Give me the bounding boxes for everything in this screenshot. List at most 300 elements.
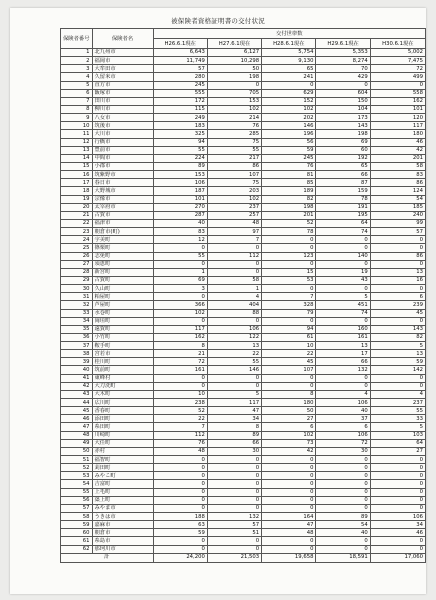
value-cell: 0 [262, 317, 316, 325]
insurer-name-cell: 大牟田市 [92, 65, 153, 73]
value-cell: 0 [207, 488, 261, 496]
value-cell: 192 [316, 154, 370, 162]
value-cell: 0 [262, 244, 316, 252]
value-cell: 0 [370, 504, 425, 512]
table-row [61, 154, 426, 162]
value-cell: 86 [370, 179, 425, 187]
value-cell: 89 [316, 513, 370, 521]
value-cell: 201 [262, 211, 316, 219]
value-cell: 89 [153, 162, 207, 170]
value-cell: 4 [370, 390, 425, 398]
table-row [61, 447, 426, 455]
value-cell: 33 [370, 415, 425, 423]
table-row [61, 431, 426, 439]
value-cell: 10,298 [207, 57, 261, 65]
value-cell: 8 [262, 390, 316, 398]
value-cell: 102 [153, 309, 207, 317]
value-cell: 58 [370, 162, 425, 170]
insurer-number-cell: 12 [61, 138, 93, 146]
value-cell: 17 [316, 350, 370, 358]
value-cell: 42 [262, 447, 316, 455]
table-row [61, 114, 426, 122]
value-cell: 159 [316, 187, 370, 195]
insurer-name-cell: 大木町 [92, 390, 153, 398]
table-row [61, 130, 426, 138]
value-cell: 280 [153, 73, 207, 81]
value-cell: 0 [262, 382, 316, 390]
total-label: 計 [61, 553, 154, 562]
value-cell: 40 [316, 529, 370, 537]
insurer-number-cell: 9 [61, 114, 93, 122]
insurer-number-cell: 14 [61, 154, 93, 162]
value-cell: 191 [316, 203, 370, 211]
insurer-name-cell: 小竹町 [92, 333, 153, 341]
value-cell: 132 [207, 513, 261, 521]
table-row [61, 382, 426, 390]
column-header: H27.6.1現在 [207, 39, 261, 49]
table-row [61, 89, 426, 97]
insurer-number-cell: 47 [61, 423, 93, 431]
insurer-name-cell: 鞍手町 [92, 342, 153, 350]
table-row [61, 407, 426, 415]
insurer-number-cell: 43 [61, 390, 93, 398]
table-row [61, 49, 426, 57]
value-cell: 112 [207, 252, 261, 260]
insurer-name-cell: 赤村 [92, 447, 153, 455]
value-cell: 0 [316, 236, 370, 244]
value-cell: 75 [207, 138, 261, 146]
header-insurer-name: 保険者名 [92, 29, 153, 49]
value-cell: 83 [153, 228, 207, 236]
value-cell: 558 [370, 89, 425, 97]
insurer-name-cell: 豊前市 [92, 146, 153, 154]
table-row [61, 537, 426, 545]
value-cell: 50 [262, 407, 316, 415]
insurer-name-cell: 久山町 [92, 285, 153, 293]
value-cell: 86 [370, 252, 425, 260]
value-cell: 21 [153, 350, 207, 358]
header-insurer-number: 保険者番号 [61, 29, 93, 49]
value-cell: 0 [316, 464, 370, 472]
value-cell: 76 [153, 439, 207, 447]
value-cell: 499 [370, 73, 425, 81]
value-cell: 0 [262, 496, 316, 504]
value-cell: 27 [262, 415, 316, 423]
value-cell: 61 [262, 333, 316, 341]
table-row [61, 187, 426, 195]
value-cell: 6,127 [207, 49, 261, 57]
value-cell: 161 [153, 366, 207, 374]
value-cell: 69 [153, 276, 207, 284]
value-cell: 102 [262, 431, 316, 439]
table-row [61, 325, 426, 333]
value-cell: 43 [316, 276, 370, 284]
value-cell: 0 [316, 81, 370, 89]
insurer-name-cell: 岡垣町 [92, 317, 153, 325]
table-row [61, 219, 426, 227]
insurer-name-cell: 福岡市 [92, 57, 153, 65]
table-row [61, 211, 426, 219]
value-cell: 0 [370, 382, 425, 390]
value-cell: 86 [207, 162, 261, 170]
value-cell: 0 [370, 537, 425, 545]
insurer-name-cell: うきは市 [92, 513, 153, 521]
value-cell: 3 [153, 285, 207, 293]
value-cell: 0 [153, 456, 207, 464]
value-cell: 94 [262, 325, 316, 333]
insurer-name-cell: 朝倉市(町) [92, 228, 153, 236]
value-cell: 88 [207, 309, 261, 317]
insurer-number-cell: 53 [61, 472, 93, 480]
value-cell: 63 [153, 521, 207, 529]
table-row [61, 333, 426, 341]
value-cell: 0 [207, 464, 261, 472]
table-row [61, 105, 426, 113]
column-header: H28.6.1現在 [262, 39, 316, 49]
insurer-number-cell: 29 [61, 276, 93, 284]
value-cell: 0 [370, 480, 425, 488]
value-cell: 55 [207, 358, 261, 366]
value-cell: 325 [153, 130, 207, 138]
value-cell: 57 [153, 65, 207, 73]
insurer-number-cell: 34 [61, 317, 93, 325]
value-cell: 54 [316, 521, 370, 529]
header-household-count: 交付世帯数 [153, 29, 425, 39]
insurer-name-cell: 志免町 [92, 252, 153, 260]
table-row [61, 399, 426, 407]
value-cell: 76 [262, 162, 316, 170]
value-cell: 142 [370, 366, 425, 374]
table-row [61, 415, 426, 423]
insurer-number-cell: 17 [61, 179, 93, 187]
value-cell: 164 [262, 513, 316, 521]
table-row [61, 374, 426, 382]
value-cell: 187 [153, 187, 207, 195]
value-cell: 64 [316, 219, 370, 227]
value-cell: 0 [153, 504, 207, 512]
insurer-number-cell: 4 [61, 73, 93, 81]
value-cell: 0 [207, 382, 261, 390]
insurer-number-cell: 31 [61, 293, 93, 301]
insurer-name-cell: 宗像市 [92, 195, 153, 203]
insurer-number-cell: 26 [61, 252, 93, 260]
insurer-number-cell: 24 [61, 236, 93, 244]
value-cell: 115 [153, 105, 207, 113]
value-cell: 7 [262, 293, 316, 301]
value-cell: 40 [316, 407, 370, 415]
column-header: H30.6.1現在 [370, 39, 425, 49]
value-cell: 0 [262, 545, 316, 553]
value-cell: 54 [370, 195, 425, 203]
insurer-number-cell: 23 [61, 228, 93, 236]
insurer-number-cell: 50 [61, 447, 93, 455]
value-cell: 180 [262, 399, 316, 407]
value-cell: 5 [207, 390, 261, 398]
insurer-name-cell: 朝倉市 [92, 529, 153, 537]
value-cell: 10 [153, 390, 207, 398]
value-cell: 76 [207, 122, 261, 130]
value-cell: 6 [316, 423, 370, 431]
value-cell: 0 [153, 244, 207, 252]
insurer-number-cell: 2 [61, 57, 93, 65]
insurer-number-cell: 36 [61, 333, 93, 341]
insurer-number-cell: 38 [61, 350, 93, 358]
insurer-number-cell: 8 [61, 105, 93, 113]
insurer-name-cell: 糸田町 [92, 423, 153, 431]
value-cell: 0 [316, 456, 370, 464]
insurer-number-cell: 52 [61, 464, 93, 472]
insurer-number-cell: 15 [61, 162, 93, 170]
value-cell: 0 [153, 545, 207, 553]
value-cell: 153 [207, 97, 261, 105]
table-row [61, 73, 426, 81]
value-cell: 19 [316, 268, 370, 276]
value-cell: 82 [262, 195, 316, 203]
insurer-name-cell: 久留米市 [92, 73, 153, 81]
insurer-name-cell: 春日市 [92, 179, 153, 187]
insurer-name-cell: 新宮町 [92, 268, 153, 276]
value-cell: 366 [153, 301, 207, 309]
table-row [61, 252, 426, 260]
insurer-number-cell: 60 [61, 529, 93, 537]
insurer-name-cell: みやこ町 [92, 472, 153, 480]
value-cell: 7,475 [370, 57, 425, 65]
insurer-name-cell: 川崎町 [92, 431, 153, 439]
insurer-number-cell: 62 [61, 545, 93, 553]
insurer-number-cell: 44 [61, 399, 93, 407]
insurer-name-cell: 桂川町 [92, 358, 153, 366]
value-cell: 0 [370, 472, 425, 480]
value-cell: 74 [316, 309, 370, 317]
value-cell: 162 [153, 333, 207, 341]
value-cell: 45 [262, 358, 316, 366]
value-cell: 0 [207, 374, 261, 382]
total-cell: 19,658 [262, 553, 316, 562]
value-cell: 0 [370, 374, 425, 382]
value-cell: 0 [207, 537, 261, 545]
value-cell: 0 [262, 488, 316, 496]
insurer-name-cell: 八女市 [92, 114, 153, 122]
value-cell: 0 [262, 236, 316, 244]
value-cell: 22 [262, 350, 316, 358]
table-row [61, 480, 426, 488]
value-cell: 13 [370, 268, 425, 276]
value-cell: 0 [207, 456, 261, 464]
value-cell: 189 [262, 187, 316, 195]
value-cell: 0 [262, 81, 316, 89]
value-cell: 140 [316, 252, 370, 260]
total-row [61, 553, 426, 562]
table-row [61, 97, 426, 105]
value-cell: 0 [370, 496, 425, 504]
value-cell: 0 [207, 260, 261, 268]
value-cell: 48 [153, 447, 207, 455]
insurer-number-cell: 25 [61, 244, 93, 252]
value-cell: 705 [207, 89, 261, 97]
value-cell: 5 [370, 342, 425, 350]
value-cell: 0 [370, 456, 425, 464]
value-cell: 0 [262, 374, 316, 382]
insurer-name-cell: 須恵町 [92, 260, 153, 268]
value-cell: 5,754 [262, 49, 316, 57]
value-cell: 117 [207, 399, 261, 407]
value-cell: 27 [370, 447, 425, 455]
value-cell: 0 [153, 317, 207, 325]
insurer-number-cell: 51 [61, 456, 93, 464]
value-cell: 0 [316, 382, 370, 390]
table-row [61, 317, 426, 325]
value-cell: 0 [370, 317, 425, 325]
insurer-number-cell: 59 [61, 521, 93, 529]
value-cell: 285 [207, 130, 261, 138]
value-cell: 0 [207, 472, 261, 480]
value-cell: 0 [153, 488, 207, 496]
insurer-name-cell: 上毛町 [92, 488, 153, 496]
value-cell: 604 [316, 89, 370, 97]
insurer-name-cell: 大刀洗町 [92, 382, 153, 390]
value-cell: 47 [262, 521, 316, 529]
value-cell: 55 [207, 146, 261, 154]
value-cell: 0 [316, 317, 370, 325]
value-cell: 15 [262, 268, 316, 276]
total-cell: 18,591 [316, 553, 370, 562]
value-cell: 198 [316, 130, 370, 138]
insurer-name-cell: 筑紫野市 [92, 171, 153, 179]
value-cell: 0 [153, 472, 207, 480]
value-cell: 107 [262, 366, 316, 374]
value-cell: 51 [207, 529, 261, 537]
table-row [61, 513, 426, 521]
table-row [61, 228, 426, 236]
value-cell: 0 [316, 537, 370, 545]
table-row [61, 65, 426, 73]
table-row [61, 504, 426, 512]
insurer-name-cell: 太宰府市 [92, 203, 153, 211]
value-cell: 5,002 [370, 49, 425, 57]
value-cell: 97 [207, 228, 261, 236]
value-cell: 74 [316, 228, 370, 236]
insurer-name-cell: 遠賀町 [92, 325, 153, 333]
value-cell: 70 [316, 65, 370, 73]
value-cell: 5 [370, 423, 425, 431]
value-cell: 66 [316, 358, 370, 366]
table-row [61, 203, 426, 211]
table-row [61, 57, 426, 65]
value-cell: 106 [153, 179, 207, 187]
value-cell: 65 [316, 162, 370, 170]
value-cell: 55 [153, 252, 207, 260]
table-row [61, 285, 426, 293]
table-row [61, 195, 426, 203]
value-cell: 0 [316, 260, 370, 268]
value-cell: 150 [316, 97, 370, 105]
value-cell: 22 [207, 350, 261, 358]
insurer-number-cell: 19 [61, 195, 93, 203]
table-row [61, 521, 426, 529]
insurer-number-cell: 6 [61, 89, 93, 97]
value-cell: 10 [262, 342, 316, 350]
value-cell: 66 [316, 171, 370, 179]
value-cell: 0 [262, 504, 316, 512]
value-cell: 55 [153, 146, 207, 154]
value-cell: 78 [316, 195, 370, 203]
insurer-name-cell: 大任町 [92, 439, 153, 447]
value-cell: 56 [262, 138, 316, 146]
value-cell: 555 [153, 89, 207, 97]
value-cell: 0 [316, 285, 370, 293]
value-cell: 13 [370, 350, 425, 358]
value-cell: 13 [207, 342, 261, 350]
value-cell: 34 [207, 415, 261, 423]
value-cell: 0 [316, 504, 370, 512]
insurer-name-cell: 糸島市 [92, 537, 153, 545]
value-cell: 48 [262, 529, 316, 537]
value-cell: 106 [370, 513, 425, 521]
total-cell: 21,503 [207, 553, 261, 562]
insurer-name-cell: 芦屋町 [92, 301, 153, 309]
insurer-name-cell: 嘉麻市 [92, 521, 153, 529]
value-cell: 117 [153, 325, 207, 333]
table-row [61, 496, 426, 504]
value-cell: 180 [370, 130, 425, 138]
value-cell: 0 [316, 488, 370, 496]
value-cell: 217 [207, 154, 261, 162]
value-cell: 22 [153, 415, 207, 423]
value-cell: 153 [153, 171, 207, 179]
table-row [61, 138, 426, 146]
value-cell: 240 [370, 211, 425, 219]
insurer-number-cell: 28 [61, 268, 93, 276]
value-cell: 106 [207, 325, 261, 333]
value-cell: 107 [207, 171, 261, 179]
value-cell: 66 [207, 439, 261, 447]
value-cell: 0 [370, 236, 425, 244]
value-cell: 201 [370, 154, 425, 162]
value-cell: 0 [207, 545, 261, 553]
table-row [61, 122, 426, 130]
table-row [61, 488, 426, 496]
insurer-number-cell: 1 [61, 49, 93, 57]
insurer-name-cell: 吉富町 [92, 480, 153, 488]
insurer-number-cell: 39 [61, 358, 93, 366]
value-cell: 0 [207, 81, 261, 89]
value-cell: 106 [316, 431, 370, 439]
value-cell: 30 [316, 447, 370, 455]
value-cell: 59 [370, 358, 425, 366]
value-cell: 0 [316, 496, 370, 504]
value-cell: 46 [370, 138, 425, 146]
value-cell: 30 [207, 447, 261, 455]
column-header: H29.6.1現在 [316, 39, 370, 49]
value-cell: 0 [153, 382, 207, 390]
value-cell: 214 [207, 114, 261, 122]
insurer-name-cell: 直方市 [92, 81, 153, 89]
value-cell: 241 [262, 73, 316, 81]
value-cell: 249 [153, 114, 207, 122]
value-cell: 0 [207, 504, 261, 512]
value-cell: 59 [262, 146, 316, 154]
insurer-name-cell: 筑後市 [92, 122, 153, 130]
insurer-number-cell: 40 [61, 366, 93, 374]
value-cell: 0 [370, 464, 425, 472]
insurer-number-cell: 10 [61, 122, 93, 130]
insurer-number-cell: 32 [61, 301, 93, 309]
value-cell: 89 [207, 431, 261, 439]
value-cell: 198 [262, 203, 316, 211]
value-cell: 52 [153, 407, 207, 415]
value-cell: 48 [207, 219, 261, 227]
value-cell: 58 [207, 276, 261, 284]
